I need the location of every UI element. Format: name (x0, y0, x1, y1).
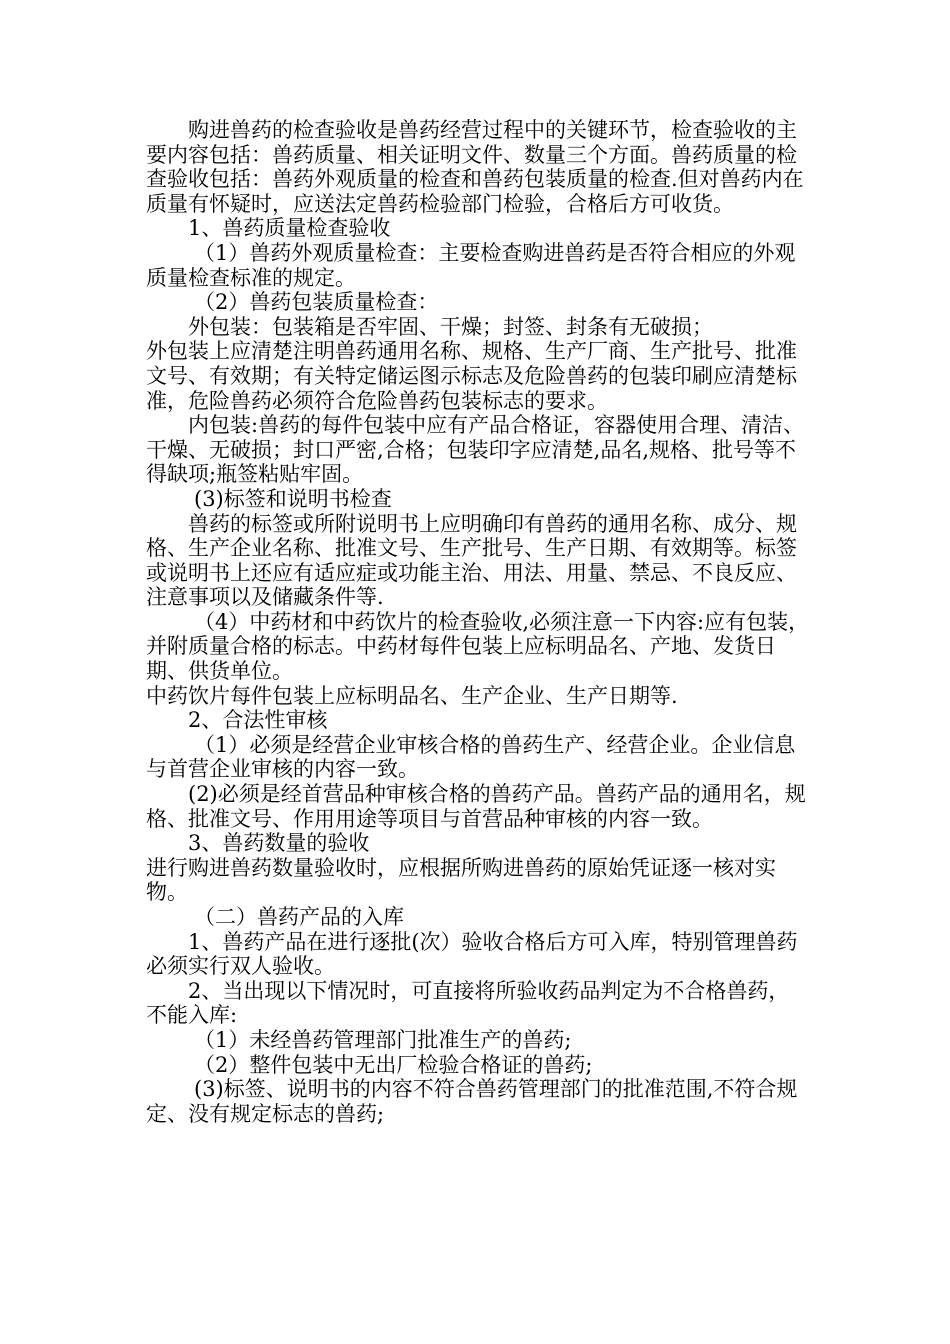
item-2-1: （1）必须是经营企业审核合格的兽药生产、经营企业。企业信息与首营企业审核的内容一致。 (146, 732, 796, 782)
document-body (146, 118, 810, 1126)
item-1-1: （1）兽药外观质量检查：主要检查购进兽药是否符合相应的外观质量检查标准的规定。 (146, 240, 796, 290)
storage-item-1: 1、兽药产品在进行逐批(次）验收合格后方可入库，特别管理兽药必须实行双人验收。 (146, 929, 798, 979)
item-1-4: （4）中药材和中药饮片的检查验收,必须注意一下内容:应有包装，并附质量合格的标志。中药材每件包装上应标明品名、产地、发货日期、供货单位。 (146, 609, 810, 684)
section-heading-two: （二）兽药产品的入库 (194, 905, 404, 929)
item-1-3: (3)标签和说明书检查 (194, 486, 392, 511)
storage-item-2: 2、当出现以下情况时，可直接将所验收药品判定为不合格兽药，不能入库: (146, 978, 790, 1028)
reject-item-1: （1）未经兽药管理部门批准生产的兽药; (194, 1027, 572, 1052)
section-heading-1: 1、兽药质量检查验收 (188, 216, 391, 241)
inner-package-paragraph: 内包装:兽药的每件包装中应有产品合格证，容器使用合理、清洁、干燥、无破损；封口严密,合格；包装印字应清楚,品名,规格、批号等不得缺项;瓶签粘贴牢固。 (146, 413, 805, 487)
outer-package-line: 外包装：包装箱是否牢固、干燥；封签、封条有无破损； (188, 314, 713, 339)
outer-package-paragraph: 外包装上应清楚注明兽药通用名称、规格、生产厂商、生产批号、批准文号、有效期；有关特定储运图示标志及危险兽药的包装印刷应清楚标准，危险兽药必须符合危险兽药包装标志的要求。 (146, 339, 797, 413)
quantity-paragraph: 进行购进兽药数量验收时，应根据所购进兽药的原始凭证逐一核对实物。 (146, 855, 776, 905)
intro-paragraph: 购进兽药的检查验收是兽药经营过程中的关键环节，检查验收的主要内容包括：兽药质量、相关证明文件、数量三个方面。兽药质量的检查验收包括：兽药外观质量的检查和兽药包装质量的检查.但对兽药内在质量有怀疑时，应送法定兽药检验部门检验，合格后方可收货。 (146, 118, 804, 216)
item-2-2: (2)必须是经首营品种审核合格的兽药产品。兽药产品的通用名，规格、批准文号、作用用途等项目与首营品种审核的内容一致。 (146, 782, 806, 831)
label-paragraph: 兽药的标签或所附说明书上应明确印有兽药的通用名称、成分、规格、生产企业名称、批准文号、生产批号、生产日期、有效期等。标签或说明书上还应有适应症或功能主治、用法、用量、禁忌、不良反应、注意事项以及储藏条件等. (146, 511, 797, 610)
reject-item-2: （2）整件包装中无出厂检验合格证的兽药; (194, 1052, 593, 1077)
herbal-pieces-line: 中药饮片每件包装上应标明品名、生产企业、生产日期等. (146, 683, 678, 708)
section-heading-3: 3、兽药数量的验收 (188, 831, 370, 856)
item-1-2: （2）兽药包装质量检查： (194, 290, 439, 315)
section-heading-2: 2、合法性审核 (188, 708, 328, 733)
reject-item-3: (3)标签、说明书的内容不符合兽药管理部门的批准范围,不符合规定、没有规定标志的兽药; (146, 1077, 798, 1126)
